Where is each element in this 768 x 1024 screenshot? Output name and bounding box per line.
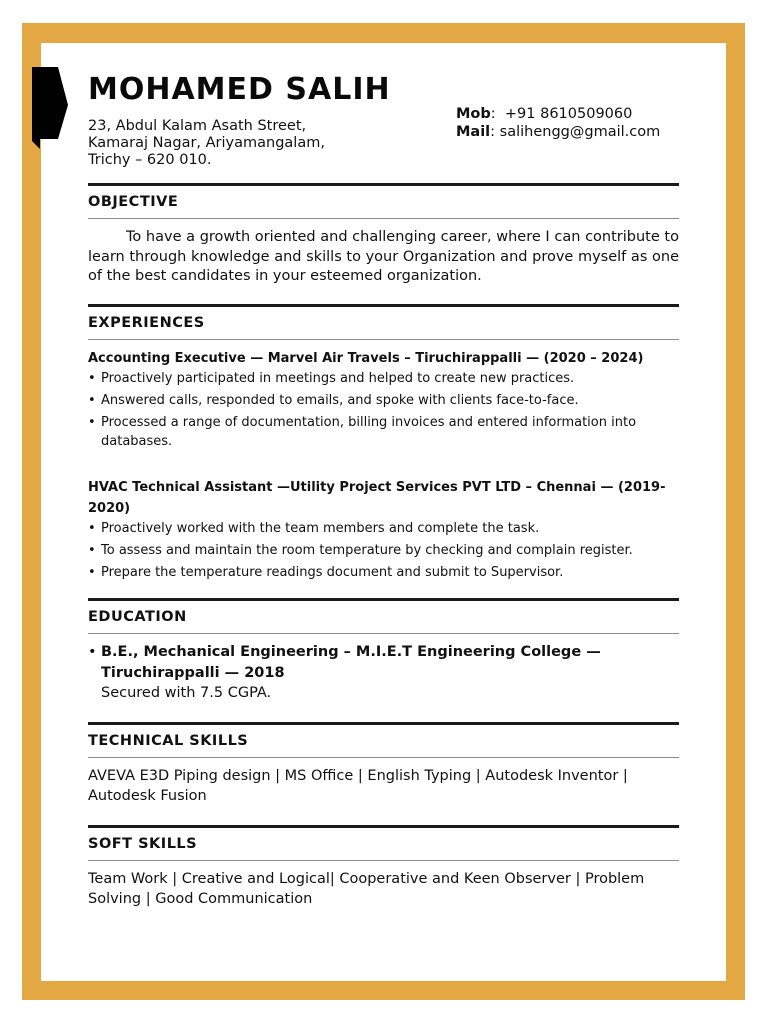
job-bullet: • Answered calls, responded to emails, and spoke with clients face-to-face.	[88, 393, 579, 408]
job-title: HVAC Technical Assistant —Utility Project Services PVT LTD – Chennai — (2019-2020)	[88, 480, 666, 516]
experience-entry	[88, 340, 679, 452]
section-title-education: EDUCATION	[88, 609, 187, 625]
job-bullet: • Proactively worked with the team members and complete the task.	[88, 521, 540, 536]
job-bullet: • Prepare the temperature readings document and submit to Supervisor.	[88, 565, 564, 580]
mobile-label: Mob	[456, 106, 491, 122]
technical-skills-text: AVEVA E3D Piping design | MS Office | English Typing | Autodesk Inventor | Autodesk Fusion	[88, 767, 628, 804]
experience-entry	[88, 454, 679, 598]
section-title-objective: OBJECTIVE	[88, 194, 179, 210]
mail-label: Mail	[456, 124, 491, 140]
address-line: Kamaraj Nagar, Ariyamangalam,	[88, 135, 325, 151]
mail-row: Mail: salihengg@gmail.com	[456, 124, 661, 140]
job-title: Accounting Executive — Marvel Air Travels – Tiruchirappalli — (2020 – 2024)	[88, 350, 644, 366]
job-bullets	[88, 369, 679, 451]
address-line: 23, Abdul Kalam Asath Street,	[88, 118, 307, 134]
job-bullet: • Proactively participated in meetings and helped to create new practices.	[88, 371, 575, 386]
address-block	[88, 118, 418, 169]
address-line: Trichy – 620 010.	[88, 152, 212, 168]
job-bullet: • Processed a range of documentation, billing invoices and entered information into databases.	[88, 415, 637, 449]
soft-skills-text: Team Work | Creative and Logical| Cooperative and Keen Observer | Problem Solving | Good Communication	[88, 870, 645, 907]
bookmark-ribbon-icon	[32, 67, 68, 149]
candidate-name: MOHAMED SALIH	[88, 72, 391, 107]
degree-title: B.E., Mechanical Engineering – M.I.E.T Engineering College — Tiruchirappalli — 2018	[101, 644, 601, 681]
mobile-row: Mob: +91 8610509060	[456, 106, 633, 122]
objective-text: To have a growth oriented and challenging career, where I can contribute to learn through knowledge and skills to your Organization and prove myself as one of the best candidates in your esteemed organization.	[88, 229, 679, 284]
job-bullet: • To assess and maintain the room temperature by checking and complain register.	[88, 543, 633, 558]
section-title-experiences: EXPERIENCES	[88, 314, 205, 331]
contact-block	[456, 105, 736, 141]
education-entry: • B.E., Mechanical Engineering – M.I.E.T Engineering College — Tiruchirappalli — 2018 Secured with 7.5 CGPA.	[88, 634, 679, 722]
section-title-technical-skills: TECHNICAL SKILLS	[88, 732, 249, 749]
mobile-value: +91 8610509060	[504, 106, 633, 122]
degree-note: Secured with 7.5 CGPA.	[101, 685, 272, 701]
section-title-soft-skills: SOFT SKILLS	[88, 835, 198, 852]
job-bullets	[88, 519, 679, 582]
resume-content	[88, 183, 679, 928]
mail-value: salihengg@gmail.com	[499, 124, 661, 140]
